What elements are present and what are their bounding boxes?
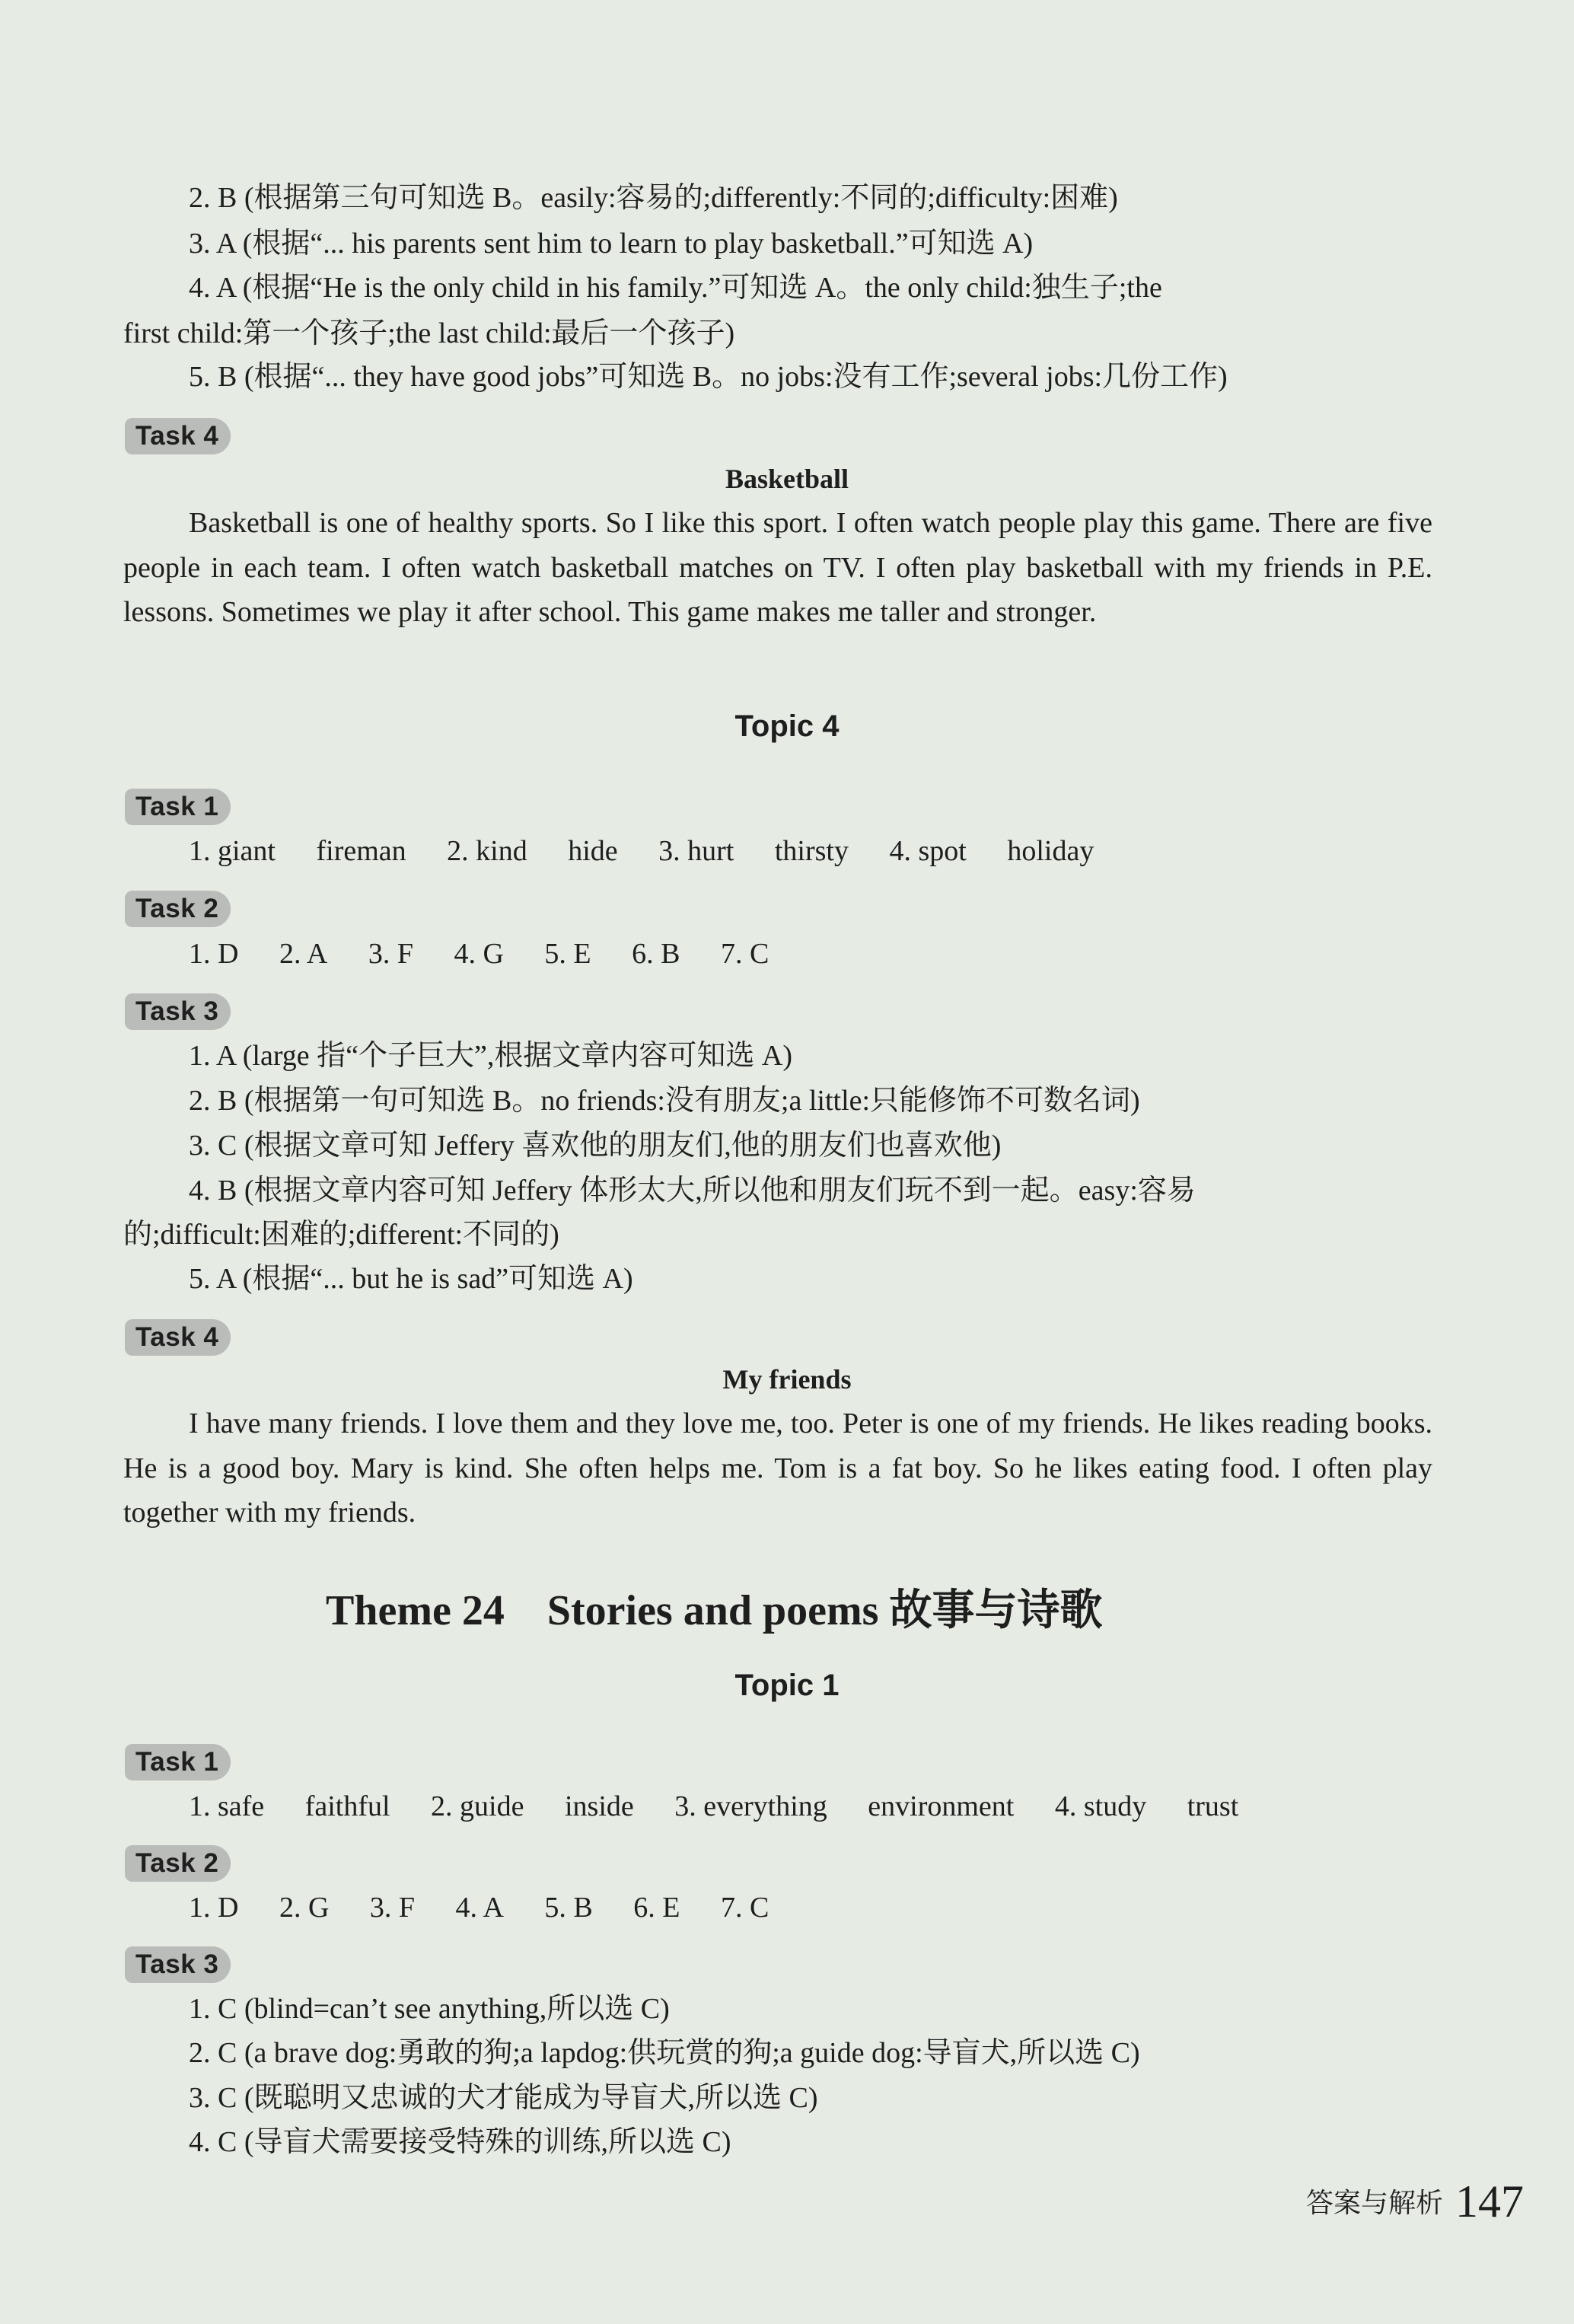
essay-body: I have many friends. I love them and they love me, too. Peter is one of my friends. He likes reading books. He is a good boy. Mary is kind. She often helps me. Tom is a fat boy. So he likes eating food. I often play together with my friends. [123,1407,1432,1529]
match-item: 7. C [720,1892,769,1924]
answer-line: 5. A (根据“... but he is sad”可知选 A) [189,1263,633,1295]
match-item: 1. D [189,938,239,970]
word-item: trust [1187,1790,1239,1822]
task-label: Task 1 [125,789,231,825]
answer-line: 4. A (根据“He is the only child in his family.”可知选 A。the only child:独生子;the [189,272,1162,304]
answer-line: 5. B (根据“... they have good jobs”可知选 B。no jobs:没有工作;several jobs:几份工作) [189,361,1228,393]
word-item: 1. giant [189,835,276,867]
footer-label: 答案与解析 [1305,2188,1443,2218]
task-label: Task 2 [125,891,231,927]
word-item: thirsty [774,835,849,867]
word-item: 2. kind [447,835,527,867]
answer-line: 3. C (既聪明又忠诚的犬才能成为导盲犬,所以选 C) [189,2082,818,2114]
answer-line: 1. A (large 指“个子巨大”,根据文章内容可知选 A) [189,1040,792,1072]
word-item: 4. spot [889,835,967,867]
word-item: inside [564,1790,634,1822]
word-item: fireman [316,835,406,867]
word-item: faithful [304,1790,390,1822]
match-item: 2. A [279,938,328,970]
answer-line: 的;difficult:困难的;different:不同的) [123,1219,559,1251]
topic-heading: Topic 1 [734,1669,840,1702]
match-answers [189,1886,802,1929]
task-label: Task 3 [125,1946,231,1983]
topic-heading: Topic 4 [734,709,840,743]
answer-line: 3. C (根据文章可知 Jeffery 喜欢他的朋友们,他的朋友们也喜欢他) [189,1130,1002,1162]
match-answers [189,932,802,975]
match-item: 5. B [544,1892,593,1924]
task-label: Task 2 [125,1845,231,1882]
answer-line: 1. C (blind=can’t see anything,所以选 C) [189,1993,670,2025]
word-list [189,830,1127,872]
task-label: Task 3 [125,993,231,1030]
task-label: Task 4 [125,418,231,454]
match-item: 6. E [633,1892,680,1924]
answer-line: 3. A (根据“... his parents sent him to learn to play basketball.”可知选 A) [189,228,1034,260]
essay-body: Basketball is one of healthy sports. So I like this sport. I often watch people play this game. There are five people in each team. I often watch basketball matches on TV. I often play basketball with my friends in P.E. lessons. Sometimes we play it after school. This game makes me taller and stronger. [123,507,1432,628]
word-item: holiday [1007,835,1094,867]
word-item: 3. hurt [658,835,734,867]
word-item: 2. guide [431,1790,524,1822]
match-item: 3. F [368,938,413,970]
answer-line: 4. B (根据文章内容可知 Jeffery 体形太大,所以他和朋友们玩不到一起。easy:容易 [189,1175,1196,1207]
match-item: 4. G [454,938,504,970]
answer-line: 4. C (导盲犬需要接受特殊的训练,所以选 C) [189,2126,731,2158]
word-list [189,1785,1272,1828]
word-item: 3. everything [674,1790,827,1822]
match-item: 4. A [455,1892,504,1924]
match-item: 6. B [632,938,680,970]
essay-title: Basketball [725,464,849,494]
page-footer [1305,2176,1524,2227]
answer-line: 2. B (根据第一句可知选 B。no friends:没有朋友;a little:只能修饰不可数名词) [189,1085,1140,1117]
task-label: Task 1 [125,1744,231,1780]
match-item: 3. F [369,1892,416,1924]
word-item: 4. study [1054,1790,1147,1822]
match-item: 7. C [720,938,769,970]
match-item: 5. E [544,938,591,970]
match-item: 2. G [279,1892,330,1924]
match-item: 1. D [189,1892,239,1924]
word-item: environment [868,1790,1015,1822]
answer-line: first child:第一个孩子;the last child:最后一个孩子) [123,317,735,349]
word-item: 1. safe [189,1790,265,1822]
theme-heading: Theme 24 Stories and poems 故事与诗歌 [326,1587,1103,1634]
word-item: hide [568,835,618,867]
page-number: 147 [1455,2176,1524,2227]
answer-line: 2. B (根据第三句可知选 B。easily:容易的;differently:不同的;difficulty:困难) [189,182,1118,214]
essay-title: My friends [722,1364,852,1395]
task-label: Task 4 [125,1319,231,1356]
answer-line: 2. C (a brave dog:勇敢的狗;a lapdog:供玩赏的狗;a guide dog:导盲犬,所以选 C) [189,2037,1140,2069]
